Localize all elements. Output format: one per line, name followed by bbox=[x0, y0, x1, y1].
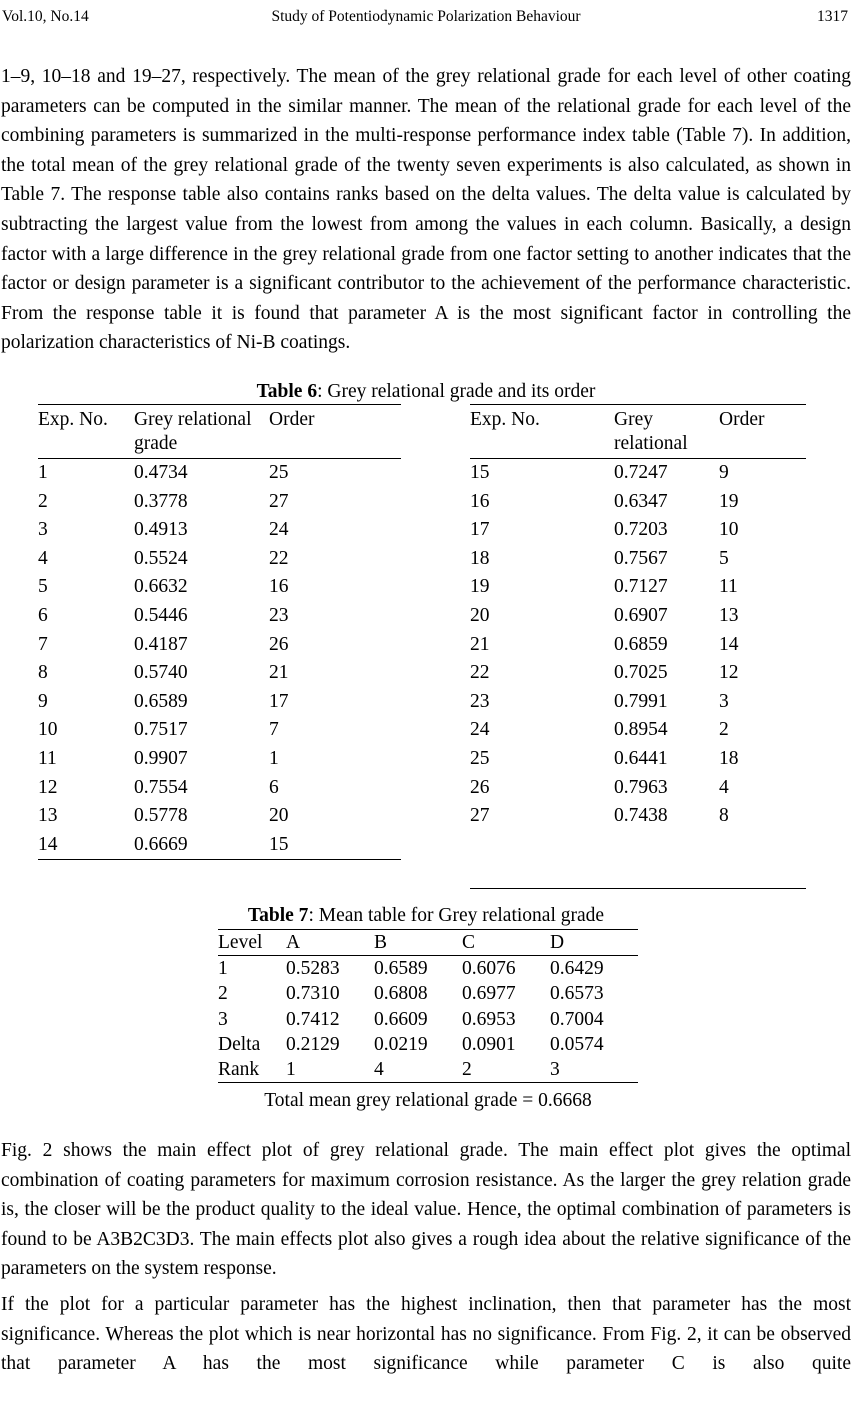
cell-grade: 0.8954 bbox=[614, 719, 668, 741]
cell-exp: 19 bbox=[470, 576, 490, 598]
paragraph-block-2 bbox=[1, 1136, 851, 1284]
cell-b: 0.6589 bbox=[374, 958, 428, 980]
cell-d: 3 bbox=[550, 1059, 560, 1081]
cell-order: 1 bbox=[269, 747, 279, 769]
cell-grade: 0.5740 bbox=[134, 662, 188, 684]
cell-c: 0.6977 bbox=[462, 983, 516, 1005]
cell-exp: 3 bbox=[38, 519, 48, 541]
paragraph-1: 1–9, 10–18 and 19–27, respectively. The mean of the grey relational grade for each level of other coating parameters can be computed in the similar manner. The mean of the relational grade for each level of the combining parameters is summarized in the multi-response performance index table (Table 7). In addition, the total mean of the grey relational grade of the twenty seven experiments is also calculated, as shown in Table 7. The response table also contains ranks based on the delta values. The delta value is calculated by subtracting the largest value from the lowest from among the values in each column. Basically, a design factor with a large difference in the grey relational grade from one factor setting to another indicates that the factor or design parameter is a significant contributor to the achievement of the performance characteristic. From the response table it is found that parameter A is the most significant factor in controlling the polarization characteristics of Ni-B coatings. bbox=[1, 66, 851, 354]
table-row bbox=[38, 459, 401, 488]
table7-header-d: D bbox=[550, 932, 565, 953]
cell-order: 4 bbox=[719, 776, 729, 798]
cell-order: 16 bbox=[269, 576, 289, 598]
table-row bbox=[470, 516, 806, 545]
cell-exp: 6 bbox=[38, 604, 48, 626]
table6-left-header-row bbox=[38, 405, 401, 459]
cell-level: Delta bbox=[218, 1033, 261, 1055]
table-row bbox=[38, 545, 401, 574]
table7-header-a: A bbox=[286, 932, 301, 953]
cell-order: 13 bbox=[719, 604, 739, 626]
table-row bbox=[218, 1057, 638, 1083]
cell-c: 2 bbox=[462, 1059, 472, 1081]
cell-a: 1 bbox=[286, 1059, 296, 1081]
page-number: 1317 bbox=[817, 8, 848, 25]
table-row bbox=[470, 688, 806, 717]
cell-exp: 15 bbox=[470, 462, 490, 483]
table6-left-header-grade: Grey relational grade bbox=[134, 409, 252, 454]
cell-grade: 0.7127 bbox=[614, 576, 668, 598]
cell-grade: 0.6907 bbox=[614, 604, 668, 626]
cell-grade: 0.6669 bbox=[134, 833, 188, 855]
table6-right-header-exp: Exp. No. bbox=[470, 409, 540, 430]
cell-grade: 0.6859 bbox=[614, 633, 668, 655]
cell-grade: 0.7517 bbox=[134, 719, 188, 741]
cell-order: 3 bbox=[719, 690, 729, 712]
cell-order: 5 bbox=[719, 547, 729, 569]
table7-grid bbox=[218, 929, 638, 1083]
table-row bbox=[38, 774, 401, 803]
cell-grade: 0.6589 bbox=[134, 690, 188, 712]
running-head-volume: Vol.10, No.14 bbox=[2, 8, 89, 25]
cell-a: 0.7412 bbox=[286, 1008, 340, 1030]
cell-b: 0.0219 bbox=[374, 1033, 428, 1055]
cell-exp: 23 bbox=[470, 690, 490, 712]
table-row bbox=[470, 802, 806, 831]
table-row bbox=[38, 602, 401, 631]
cell-grade: 0.6441 bbox=[614, 747, 668, 769]
cell-order: 2 bbox=[719, 719, 729, 741]
cell-exp: 7 bbox=[38, 633, 48, 655]
running-head-title: Study of Potentiodynamic Polarization Behaviour bbox=[271, 8, 581, 25]
cell-grade: 0.5446 bbox=[134, 604, 188, 626]
cell-grade: 0.7203 bbox=[614, 519, 668, 541]
cell-exp: 27 bbox=[470, 805, 490, 827]
table-row bbox=[38, 831, 401, 860]
table7-caption-label: Table 7 bbox=[247, 905, 309, 926]
cell-level: 2 bbox=[218, 983, 228, 1005]
table6-caption-label: Table 6 bbox=[256, 381, 318, 402]
table-row bbox=[470, 659, 806, 688]
cell-grade: 0.7963 bbox=[614, 776, 668, 798]
table7-header-b: B bbox=[374, 932, 388, 953]
table7-caption-text: : Mean table for Grey relational grade bbox=[308, 905, 605, 926]
table-row bbox=[38, 573, 401, 602]
table6-left-header-exp: Exp. No. bbox=[38, 409, 108, 430]
cell-c: 0.6953 bbox=[462, 1008, 516, 1030]
table-row bbox=[38, 488, 401, 517]
table7-caption bbox=[0, 903, 852, 928]
table7 bbox=[218, 929, 638, 1083]
table6-left-head bbox=[38, 405, 401, 459]
cell-exp: 13 bbox=[38, 805, 58, 827]
cell-level: 1 bbox=[218, 958, 228, 980]
paragraph-block-3 bbox=[1, 1290, 851, 1408]
cell-exp: 21 bbox=[470, 633, 490, 655]
table6-left-half bbox=[38, 404, 401, 860]
table6-right-header-grade: Grey relational bbox=[614, 409, 688, 454]
cell-exp: 22 bbox=[470, 662, 490, 684]
cell-grade: 0.4913 bbox=[134, 519, 188, 541]
cell-exp: 1 bbox=[38, 462, 48, 483]
cell-order: 24 bbox=[269, 519, 289, 541]
table6-caption bbox=[0, 379, 852, 404]
cell-a: 0.7310 bbox=[286, 983, 340, 1005]
cell-exp: 17 bbox=[470, 519, 490, 541]
cell-order: 14 bbox=[719, 633, 739, 655]
table7-header-level: Level bbox=[218, 932, 263, 953]
cell-exp: 24 bbox=[470, 719, 490, 741]
cell-a: 0.2129 bbox=[286, 1033, 340, 1055]
table-row bbox=[470, 602, 806, 631]
cell-order: 15 bbox=[269, 833, 289, 855]
cell-b: 0.6609 bbox=[374, 1008, 428, 1030]
table6-right-half bbox=[470, 404, 806, 889]
cell-exp: 26 bbox=[470, 776, 490, 798]
table-row bbox=[218, 956, 638, 982]
cell-exp: 5 bbox=[38, 576, 48, 598]
cell-exp: 16 bbox=[470, 490, 490, 512]
table6 bbox=[0, 404, 852, 874]
cell-grade: 0.4734 bbox=[134, 462, 188, 483]
running-head bbox=[2, 6, 850, 28]
cell-order: 26 bbox=[269, 633, 289, 655]
cell-d: 0.7004 bbox=[550, 1008, 604, 1030]
table-row bbox=[38, 802, 401, 831]
cell-exp: 20 bbox=[470, 604, 490, 626]
table7-head bbox=[218, 930, 638, 956]
cell-order: 10 bbox=[719, 519, 739, 541]
table6-left-grid bbox=[38, 404, 401, 860]
table6-right-tail-rule bbox=[470, 831, 806, 889]
cell-exp: 14 bbox=[38, 833, 58, 855]
table7-header-row bbox=[218, 930, 638, 956]
cell-grade: 0.6347 bbox=[614, 490, 668, 512]
paragraph-block-1 bbox=[1, 62, 851, 358]
table-row bbox=[38, 688, 401, 717]
cell-order: 22 bbox=[269, 547, 289, 569]
cell-order: 12 bbox=[719, 662, 739, 684]
table6-caption-text: : Grey relational grade and its order bbox=[317, 381, 596, 402]
table7-body bbox=[218, 956, 638, 1083]
cell-d: 0.6429 bbox=[550, 958, 604, 980]
cell-d: 0.0574 bbox=[550, 1033, 604, 1055]
cell-d: 0.6573 bbox=[550, 983, 604, 1005]
cell-grade: 0.5778 bbox=[134, 805, 188, 827]
table6-left-header-order: Order bbox=[269, 409, 315, 430]
cell-order: 19 bbox=[719, 490, 739, 512]
table-row bbox=[470, 774, 806, 803]
cell-grade: 0.7247 bbox=[614, 462, 668, 483]
cell-order: 17 bbox=[269, 690, 289, 712]
table-row bbox=[470, 716, 806, 745]
table-row bbox=[38, 631, 401, 660]
cell-exp: 18 bbox=[470, 547, 490, 569]
cell-level: Rank bbox=[218, 1059, 260, 1081]
cell-grade: 0.7438 bbox=[614, 805, 668, 827]
cell-order: 18 bbox=[719, 747, 739, 769]
table-row bbox=[470, 488, 806, 517]
cell-level: 3 bbox=[218, 1008, 228, 1030]
table-row bbox=[218, 1007, 638, 1032]
table-row bbox=[470, 459, 806, 488]
cell-order: 7 bbox=[269, 719, 279, 741]
table7-total-note: Total mean grey relational grade = 0.6668 bbox=[264, 1090, 592, 1111]
table-row bbox=[470, 631, 806, 660]
cell-exp: 9 bbox=[38, 690, 48, 712]
table7-header-c: C bbox=[462, 932, 476, 953]
cell-grade: 0.7554 bbox=[134, 776, 188, 798]
cell-grade: 0.5524 bbox=[134, 547, 188, 569]
table-row bbox=[218, 1032, 638, 1057]
table6-right-body bbox=[470, 459, 806, 889]
cell-exp: 10 bbox=[38, 719, 58, 741]
cell-exp: 8 bbox=[38, 662, 48, 684]
cell-exp: 2 bbox=[38, 490, 48, 512]
cell-exp: 25 bbox=[470, 747, 490, 769]
table-row bbox=[38, 659, 401, 688]
cell-exp: 12 bbox=[38, 776, 58, 798]
table6-right-header-row bbox=[470, 405, 806, 459]
paragraph-2: Fig. 2 shows the main effect plot of grey relational grade. The main effect plot gives the optimal combination of coating parameters for maximum corrosion resistance. As the larger the grey relation grade is, the closer will be the product quality to the ideal value. Hence, the optimal combination of parameters is found to be A3B2C3D3. The main effects plot also gives a rough idea about the relative significance of the parameters on the system response. bbox=[1, 1140, 851, 1280]
cell-order: 9 bbox=[719, 462, 729, 483]
cell-order: 20 bbox=[269, 805, 289, 827]
cell-order: 21 bbox=[269, 662, 289, 684]
table6-left-body bbox=[38, 459, 401, 860]
table-row bbox=[38, 516, 401, 545]
paragraph-3: If the plot for a particular parameter has the highest inclination, then that parameter has the most significance. Whereas the plot which is near horizontal has no significance. From Fig. 2, it can be observed that parameter A has the most significance while parameter C is also quite bbox=[1, 1294, 851, 1375]
cell-order: 6 bbox=[269, 776, 279, 798]
table-row bbox=[470, 545, 806, 574]
cell-grade: 0.4187 bbox=[134, 633, 188, 655]
table-row bbox=[38, 745, 401, 774]
cell-c: 0.0901 bbox=[462, 1033, 516, 1055]
table6-right-grid bbox=[470, 404, 806, 889]
table-row bbox=[218, 981, 638, 1006]
cell-grade: 0.6632 bbox=[134, 576, 188, 598]
table6-right-head bbox=[470, 405, 806, 459]
cell-order: 11 bbox=[719, 576, 738, 598]
cell-a: 0.5283 bbox=[286, 958, 340, 980]
cell-b: 4 bbox=[374, 1059, 384, 1081]
table-row bbox=[38, 716, 401, 745]
cell-order: 8 bbox=[719, 805, 729, 827]
cell-exp: 4 bbox=[38, 547, 48, 569]
cell-order: 25 bbox=[269, 462, 289, 483]
cell-order: 23 bbox=[269, 604, 289, 626]
cell-grade: 0.7567 bbox=[614, 547, 668, 569]
table6-right-header-order: Order bbox=[719, 409, 765, 430]
table-row bbox=[470, 745, 806, 774]
cell-c: 0.6076 bbox=[462, 958, 516, 980]
table-row bbox=[470, 573, 806, 602]
cell-order: 27 bbox=[269, 490, 289, 512]
cell-grade: 0.9907 bbox=[134, 747, 188, 769]
cell-grade: 0.3778 bbox=[134, 490, 188, 512]
cell-grade: 0.7025 bbox=[614, 662, 668, 684]
cell-exp: 11 bbox=[38, 747, 57, 769]
cell-b: 0.6808 bbox=[374, 983, 428, 1005]
cell-grade: 0.7991 bbox=[614, 690, 668, 712]
